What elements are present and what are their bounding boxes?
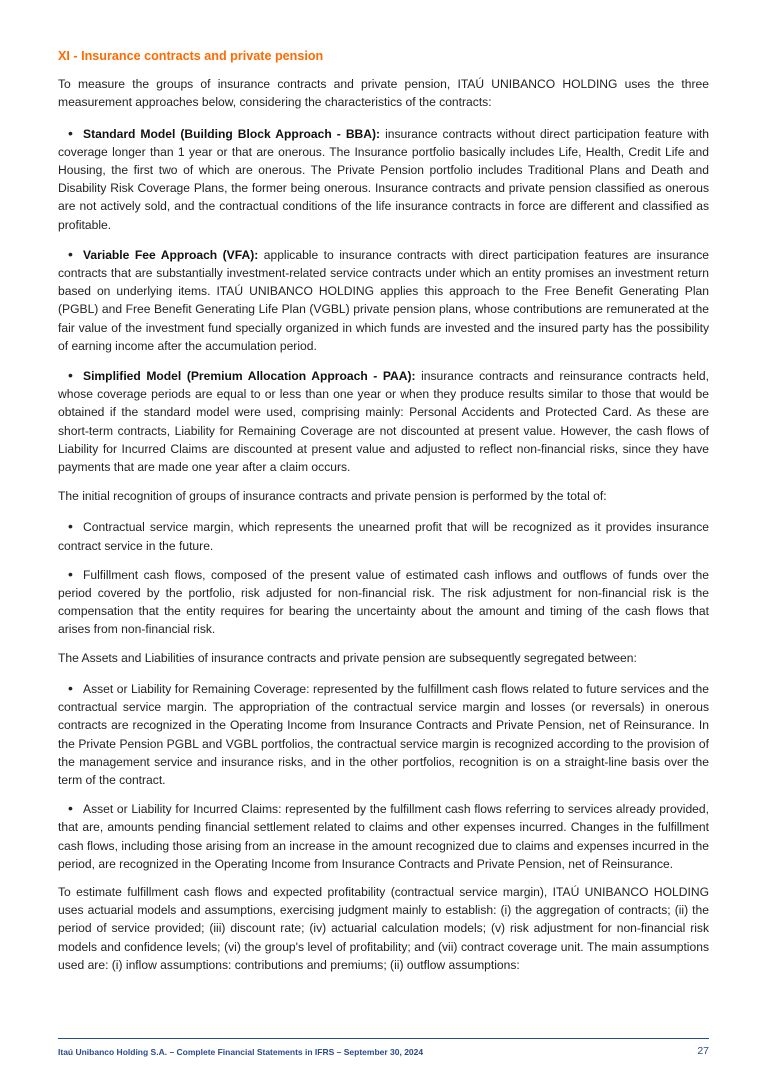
segregation-item: • Asset or Liability for Incurred Claims: represented by the fulfillment cash flows referring to services already provided, that are, amounts pending financial settlement related to claims and other expenses incurred. Changes in the fulfillment cash flows, including those arising from an increase in the amount recognized due to claims and expenses incurred in the period, are recognized in the Operating Income from Insurance Contracts and Private Pension, net of Reinsurance.: [58, 800, 709, 871]
recognition-item-text: Fulfillment cash flows, composed of the present value of estimated cash inflows and outflows of funds over the period covered by the portfolio, risk adjusted for non-financial risk. The risk adjustment for non-financial risk is the compensation that the entity requires for bearing the uncertainty about the amount and timing of the cash flows that arises from non-financial risk.: [58, 567, 709, 637]
page-content: [58, 47, 709, 974]
initial-recognition-paragraph: The initial recognition of groups of insurance contracts and private pension is performed by the total of:: [58, 489, 607, 504]
approach-text: insurance contracts without direct participation feature with coverage longer than 1 year or that are onerous. The Insurance portfolio basically includes Life, Health, Credit Life and Housing, the first two of which are onerous. The Private Pension portfolio includes Traditional Plans and Death and Disability Risk Coverage Plans, the former being onerous. Insurance contracts and private pension classified as onerous are not actively sold, and the contractual conditions of the life insurance contracts in force are different and classified as profitable.: [58, 126, 709, 232]
footer-text: Itaú Unibanco Holding S.A. – Complete Financial Statements in IFRS – September 30, 2024: [58, 1047, 424, 1057]
segregation-item-text: Asset or Liability for Incurred Claims: represented by the fulfillment cash flows referring to services already provided, that are, amounts pending financial settlement related to claims and other expenses incurred. Changes in the fulfillment cash flows, including those arising from an increase in the amount recognized due to claims and expenses incurred in the period, are recognized in the Operating Income from Insurance Contracts and Private Pension, net of Reinsurance.: [58, 802, 709, 871]
approach-vfa: • Variable Fee Approach (VFA): applicable to insurance contracts with direct participation features are insurance contracts that are substantially investment-related service contracts under which an entity promises an investment return based on underlying items. ITAÚ UNIBANCO HOLDING applies this approach to the Free Benefit Generating Plan (PGBL) and Free Benefit Generating Life Plan (VGBL) private pension plans, whose contributions are remunerated at the fair value of the investment fund specially organized in which funds are invested and the insured party has the possibility of earning income after the accumulation period.: [58, 245, 710, 353]
section-title: XI - Insurance contracts and private pension: [58, 49, 324, 63]
approach-title: Standard Model (Building Block Approach - BBA):: [83, 126, 381, 141]
segregation-item-text: Asset or Liability for Remaining Coverage: represented by the fulfillment cash flows related to future services and the contractual service margin. The appropriation of the contractual service margin and losses (or reversals) in onerous contracts are recognized in the Operating Income from Insurance Contracts and Private Pension, net of Reinsurance. In the Private Pension PGBL and VGBL portfolios, the contractual service margin is recognized according to the provision of the management service and insurance risks, and in the other portfolios, recognition is on a straight-line basis over the term of the contract.: [58, 681, 709, 787]
page-footer: [58, 1038, 709, 1059]
approach-title: Simplified Model (Premium Allocation Approach - PAA):: [83, 369, 416, 384]
approach-text: insurance contracts and reinsurance contracts held, whose coverage periods are equal to or less than one year or when they produce results similar to those that would be obtained if the standard model were used, comprising mainly: Personal Accidents and Protected Card. As these are short-term contracts, Liability for Remaining Coverage are not discounted at present value. However, the cash flows of Liability for Incurred Claims are discounted at present value and adjusted to reflect non-financial risks, since they have payments that are made one year after a claim occurs.: [58, 369, 709, 475]
approach-paa: • Simplified Model (Premium Allocation Approach - PAA): insurance contracts and reinsurance contracts held, whose coverage periods are equal to or less than one year or when they produce results similar to those that would be obtained if the standard model were used, comprising mainly: Personal Accidents and Protected Card. As these are short-term contracts, Liability for Remaining Coverage are not discounted at present value. However, the cash flows of Liability for Incurred Claims are discounted at present value and adjusted to reflect non-financial risks, since they have payments that are made one year after a claim occurs.: [58, 367, 709, 475]
page-number: 27: [697, 1045, 709, 1057]
approach-text: applicable to insurance contracts with direct participation features are insurance contracts that are substantially investment-related service contracts under which an entity promises an investment return based on underlying items. ITAÚ UNIBANCO HOLDING applies this approach to the Free Benefit Generating Plan (PGBL) and Free Benefit Generating Life Plan (VGBL) private pension plans, whose contributions are remunerated at the fair value of the investment fund specially organized in which funds are invested and the insured party has the possibility of earning income after the accumulation period.: [58, 247, 710, 353]
segregation-intro: The Assets and Liabilities of insurance contracts and private pension are subsequently segregated between:: [58, 650, 637, 665]
closing-paragraph: To estimate fulfillment cash flows and expected profitability (contractual service margin), ITAÚ UNIBANCO HOLDING uses actuarial models and assumptions, exercising judgment mainly to establish: (i) the aggregation of contracts; (ii) the period of service provided; (iii) discount rate; (iv) actuarial calculation models; (v) risk adjustment for non-financial risk models and confidence levels; (vi) the group's level of profitability; and (vii) contract coverage unit. The main assumptions used are: (i) inflow assumptions: contributions and premiums; (ii) outflow assumptions:: [58, 884, 709, 972]
intro-paragraph: To measure the groups of insurance contracts and private pension, ITAÚ UNIBANCO HOLDING uses the three measurement approaches below, considering the characteristics of the contracts:: [58, 77, 709, 110]
recognition-item: • Fulfillment cash flows, composed of the present value of estimated cash inflows and outflows of funds over the period covered by the portfolio, risk adjusted for non-financial risk. The risk adjustment for non-financial risk is the compensation that the entity requires for bearing the uncertainty about the amount and timing of the cash flows that arises from non-financial risk.: [58, 565, 709, 637]
recognition-item: • Contractual service margin, which represents the unearned profit that will be recognized as it provides insurance contract service in the future.: [58, 518, 709, 553]
recognition-item-text: Contractual service margin, which represents the unearned profit that will be recognized as it provides insurance contract service in the future.: [58, 520, 709, 553]
approach-bba: • Standard Model (Building Block Approach - BBA): insurance contracts without direct participation feature with coverage longer than 1 year or that are onerous. The Insurance portfolio basically includes Life, Health, Credit Life and Housing, the first two of which are onerous. The Private Pension portfolio includes Traditional Plans and Death and Disability Risk Coverage Plans, the former being onerous. Insurance contracts and private pension classified as onerous are not actively sold, and the contractual conditions of the life insurance contracts in force are different and classified as profitable.: [58, 124, 709, 232]
segregation-item: • Asset or Liability for Remaining Coverage: represented by the fulfillment cash flows related to future services and the contractual service margin. The appropriation of the contractual service margin and losses (or reversals) in onerous contracts are recognized in the Operating Income from Insurance Contracts and Private Pension, net of Reinsurance. In the Private Pension PGBL and VGBL portfolios, the contractual service margin is recognized according to the provision of the management service and insurance risks, and in the other portfolios, recognition is on a straight-line basis over the term of the contract.: [58, 679, 709, 787]
approach-title: Variable Fee Approach (VFA):: [83, 247, 259, 262]
